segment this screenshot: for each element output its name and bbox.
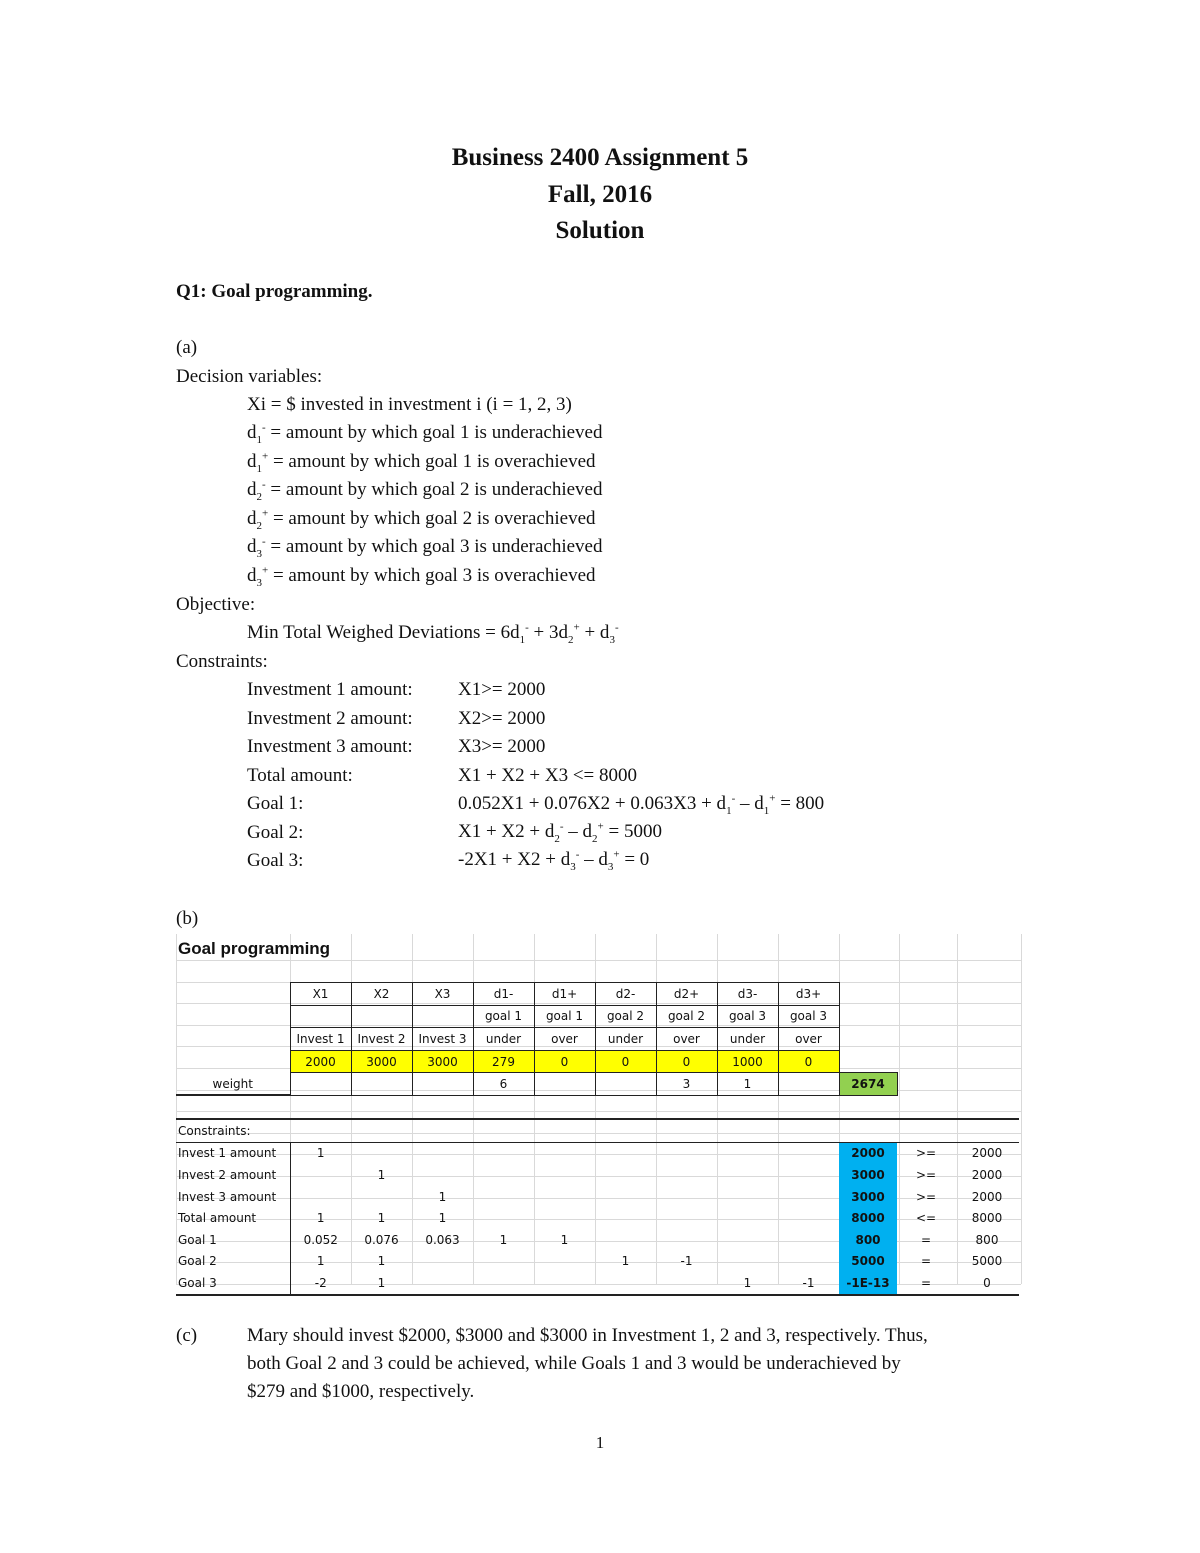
answer-line-3: $279 and $1000, respectively. [247,1381,475,1402]
constraints-label: Constraints: [176,651,268,672]
constraint-row-label: Total amount [176,1207,290,1229]
constraint-name: Investment 2 amount: [247,707,413,729]
variable-name-cell: X1 [290,983,351,1006]
weight-label: weight [176,1073,290,1096]
variable-desc-cell: goal 2 [595,1005,656,1028]
sheet-empty-cell [897,1119,955,1142]
constraint-sign-cell: <= [915,1211,937,1226]
sheet-empty-cell [839,1119,897,1142]
sheet-empty-cell [176,1095,290,1119]
constraint-sign-cell: = [897,1272,955,1295]
constraint-row-label: Invest 3 amount [176,1186,290,1208]
constraint-expression: X1 + X2 + X3 <= 8000 [458,764,638,786]
coefficient-cell [656,1142,717,1164]
question-heading: Q1: Goal programming. [176,281,373,302]
variable-desc-cell: Invest 3 [412,1028,473,1051]
deviation-definition: $d_1^-$ = amount by which goal 1 is underachieved [247,421,603,446]
part-b-label: (b) [176,908,199,929]
deviation-definition: $d_1^+$ = amount by which goal 1 is overachieved [247,450,596,475]
constraint-row-label: Invest 2 amount [176,1164,290,1186]
constraint-sign-cell: >= [915,1168,937,1183]
coefficient-cell [351,1142,412,1164]
constraint-row-label: Goal 3 [176,1272,290,1295]
coefficient-cell: 0.052 [290,1229,351,1251]
variable-desc-cell: goal 3 [717,1005,778,1028]
constraint-name: Goal 1: [247,793,304,814]
variable-name-cell: d2+ [656,983,717,1006]
sheet-empty-cell [351,1095,412,1119]
variable-desc-cell: goal 3 [778,1005,839,1028]
sheet-empty-cell [176,1028,290,1051]
coefficient-cell [778,1207,839,1229]
sheet-empty-cell [412,1119,473,1142]
coefficient-cell [534,1142,595,1164]
sheet-empty-cell [656,1095,717,1119]
variable-name-cell: d2- [595,983,656,1006]
sheet-title: Goal programming [178,939,331,958]
answer-line-1: Mary should invest $2000, $3000 and $3000 in Investment 1, 2 and 3, respectively. Thus, [247,1325,928,1346]
variable-desc-cell [290,1005,351,1028]
weight-cell [534,1073,595,1096]
constraint-sign-cell: >= [915,1189,937,1204]
coefficient-cell [412,1164,473,1186]
lhs-value-cell: 3000 [839,1164,897,1186]
part-a-label: (a) [176,337,198,358]
xi-definition: Xi = $ invested in investment i (i = 1, 2, 3) [247,394,572,415]
coefficient-cell [717,1164,778,1186]
constraints-label: Constraints: [176,1119,290,1142]
sheet-empty-cell [176,1005,290,1028]
weight-cell [351,1073,412,1096]
coefficient-cell [778,1186,839,1208]
lhs-value-cell: 5000 [839,1251,897,1273]
coefficient-cell: 1 [377,1168,386,1183]
sheet-empty-cell [656,1119,717,1142]
constraint-name: Goal 2: [247,821,304,843]
page-number: 1 [595,1433,605,1452]
variable-desc-cell [412,1005,473,1028]
coefficient-cell [412,1272,473,1295]
sheet-empty-cell [839,1095,897,1119]
coefficient-cell [717,1207,778,1229]
sheet-empty-cell [839,983,897,1006]
constraint-expression: X1>= 2000 [458,679,546,700]
sheet-empty-cell [897,983,955,1006]
coefficient-cell [656,1207,717,1229]
sheet-empty-cell [955,1050,1019,1073]
coefficient-cell: 1 [290,1207,351,1229]
constraint-row-label: Invest 1 amount [176,1142,290,1164]
solution-value-cell: 3000 [412,1050,473,1073]
rhs-value-cell: 800 [975,1232,999,1247]
constraint-sign-cell: = [920,1254,932,1269]
constraint-name: Total amount: [247,764,353,786]
variable-desc-cell: over [656,1028,717,1051]
rhs-value-cell: 8000 [971,1211,1003,1226]
goal2-expression: $X1 + X2 + d_2^- - d_2^+ = 5000$ [458,820,662,845]
document-subtitle: Solution [555,217,645,244]
coefficient-cell [473,1251,534,1273]
coefficient-cell [656,1164,717,1186]
deviation-definition: $d_2^+$ = amount by which goal 2 is overachieved [247,507,596,532]
variable-desc-cell: under [473,1028,534,1051]
coefficient-cell [534,1207,595,1229]
goal1-expr-part: = 800 [775,793,825,814]
document-title: Business 2400 Assignment 5 [451,144,749,171]
variable-desc-cell: over [778,1028,839,1051]
variable-name-cell: d1+ [534,983,595,1006]
decision-variables-label: Decision variables: [176,366,323,387]
variable-desc-cell: goal 1 [534,1005,595,1028]
coefficient-cell [778,1164,839,1186]
constraint-row-label: Goal 2 [176,1251,290,1273]
solution-value-cell: 0 [534,1050,595,1073]
coefficient-cell: 1 [377,1211,386,1226]
solution-value-cell: 0 [656,1050,717,1073]
objective-label: Objective: [176,594,256,615]
sheet-empty-cell [955,1119,1019,1142]
coefficient-cell [656,1272,717,1295]
variable-desc-cell: over [534,1028,595,1051]
sheet-empty-cell [595,1095,656,1119]
coefficient-cell: 1 [438,1211,447,1226]
variable-desc-cell: under [717,1028,778,1051]
rhs-value-cell: 0 [955,1272,1019,1295]
goal2-expr-part: – d [563,821,593,842]
goal3-expression: $-2X1 + X2 + d_3^- - d_3^+ = 0$ [458,848,650,873]
coefficient-cell [595,1186,656,1208]
sheet-empty-cell [839,1028,897,1051]
sheet-empty-cell [290,1119,351,1142]
sheet-empty-cell [955,1073,1019,1096]
sheet-empty-cell [473,1095,534,1119]
coefficient-cell [473,1142,534,1164]
goal2-expr-part: X1 + X2 + d [458,821,555,842]
objective-text: Min Total Weighed Deviations = 6d [247,622,520,643]
coefficient-cell [290,1186,351,1208]
variable-name-cell: X3 [412,983,473,1006]
coefficient-cell: 0.076 [364,1232,399,1247]
sheet-empty-cell [176,1050,290,1073]
coefficient-cell: -1 [778,1272,839,1295]
coefficient-cell: 0.063 [425,1232,460,1247]
variable-desc-cell: goal 2 [656,1005,717,1028]
goal3-expr-part: = 0 [619,849,650,870]
document-term: Fall, 2016 [547,181,653,208]
variable-desc-cell: goal 1 [473,1005,534,1028]
goal3-expr-part: – d [579,849,608,870]
goal3-expr-part: -2X1 + X2 + d [458,849,571,870]
coefficient-cell: 1 [438,1189,447,1204]
coefficient-cell [473,1164,534,1186]
variable-desc-cell: Invest 1 [290,1028,351,1051]
sheet-empty-cell [839,1050,897,1073]
constraint-name: Goal 3: [247,850,304,871]
lhs-value-cell: 2000 [839,1142,897,1164]
sheet-empty-cell [717,1119,778,1142]
constraint-name: Investment 1 amount: [247,679,413,700]
variable-name-cell: d3+ [778,983,839,1006]
coefficient-cell [595,1229,656,1251]
constraint-expression: X3>= 2000 [458,736,546,757]
part-c-label: (c) [176,1325,198,1346]
coefficient-cell: 1 [560,1232,569,1247]
objective-function: Min Total Weighed Deviations = $6d_1^- + 3d_2^+ + d_3^-$ [247,621,619,646]
weight-cell [595,1073,656,1096]
sheet-empty-cell [897,1050,955,1073]
rhs-value-cell: 2000 [971,1146,1003,1161]
constraint-name: Investment 3 amount: [247,736,413,757]
constraint-row-label: Goal 1 [176,1229,290,1251]
solution-value-cell: 0 [778,1050,839,1073]
constraint-sign-cell: = [920,1232,932,1247]
lhs-value-cell: 800 [839,1229,897,1251]
coefficient-cell [717,1251,778,1273]
sheet-empty-cell [412,1095,473,1119]
weight-cell: 1 [717,1073,778,1096]
variable-name-cell: X2 [351,983,412,1006]
lhs-value-cell: -1E-13 [839,1272,897,1295]
coefficient-cell [778,1251,839,1273]
sheet-empty-cell [534,1095,595,1119]
rhs-value-cell: 2000 [971,1168,1003,1183]
coefficient-cell [595,1142,656,1164]
goal-programming-spreadsheet [176,982,1019,1296]
constraint-sign-cell: >= [915,1146,937,1161]
sheet-empty-cell [778,1119,839,1142]
coefficient-cell [717,1142,778,1164]
coefficient-cell [534,1186,595,1208]
coefficient-cell: -2 [290,1272,351,1295]
sheet-empty-cell [176,983,290,1006]
coefficient-cell [595,1164,656,1186]
coefficient-cell [717,1186,778,1208]
sheet-empty-cell [955,983,1019,1006]
coefficient-cell [778,1229,839,1251]
coefficient-cell [473,1272,534,1295]
variable-name-cell: d1- [473,983,534,1006]
sheet-empty-cell [351,1119,412,1142]
sheet-empty-cell [778,1095,839,1119]
coefficient-cell [595,1207,656,1229]
coefficient-cell [351,1186,412,1208]
coefficient-cell [473,1186,534,1208]
deviation-definition: $d_2^-$ = amount by which goal 2 is underachieved [247,478,603,503]
variable-name-cell: d3- [717,983,778,1006]
lhs-value-cell: 3000 [839,1186,897,1208]
coefficient-cell [473,1207,534,1229]
rhs-value-cell: 5000 [971,1254,1003,1269]
weight-cell [290,1073,351,1096]
coefficient-cell [412,1251,473,1273]
coefficient-cell: 1 [717,1272,778,1295]
coefficient-cell: 1 [377,1254,386,1269]
sheet-empty-cell [595,1119,656,1142]
deviation-definition: $d_3^+$ = amount by which goal 3 is overachieved [247,564,596,589]
sheet-empty-cell [955,1095,1019,1119]
coefficient-cell: -1 [680,1254,693,1269]
variable-desc-cell: under [595,1028,656,1051]
solution-value-cell: 2000 [290,1050,351,1073]
deviation-definition: $d_3^-$ = amount by which goal 3 is underachieved [247,536,603,561]
weight-cell: 6 [473,1073,534,1096]
sheet-empty-cell [839,1005,897,1028]
coefficient-cell [290,1164,351,1186]
coefficient-cell [412,1142,473,1164]
weight-cell [778,1073,839,1096]
goal2-expr-part: = 5000 [603,821,662,842]
coefficient-cell [534,1164,595,1186]
rhs-value-cell: 2000 [971,1189,1003,1204]
variable-desc-cell: Invest 2 [351,1028,412,1051]
coefficient-cell [595,1272,656,1295]
solution-value-cell: 0 [595,1050,656,1073]
coefficient-cell [656,1229,717,1251]
goal1-expression: $0.052X1 + 0.076X2 + 0.063X3 + d_1^- - d_1^+ = 800$ [458,792,825,817]
sheet-empty-cell [290,1095,351,1119]
sheet-empty-cell [473,1119,534,1142]
coefficient-cell [778,1142,839,1164]
coefficient-cell: 1 [290,1142,351,1164]
sheet-empty-cell [897,1005,955,1028]
coefficient-cell [534,1251,595,1273]
sheet-empty-cell [897,1095,955,1119]
variable-desc-cell [351,1005,412,1028]
coefficient-cell [656,1186,717,1208]
coefficient-cell: 1 [351,1272,412,1295]
coefficient-cell: 1 [621,1254,630,1269]
lhs-value-cell: 8000 [839,1207,897,1229]
sheet-empty-cell [534,1119,595,1142]
coefficient-cell: 1 [290,1251,351,1273]
solution-value-cell: 3000 [351,1050,412,1073]
constraint-expression: X2>= 2000 [458,707,546,729]
sheet-empty-cell [955,1005,1019,1028]
sheet-empty-cell [897,1028,955,1051]
solution-value-cell: 279 [473,1050,534,1073]
coefficient-cell [534,1272,595,1295]
sheet-empty-cell [897,1073,955,1096]
goal1-expr-part: 0.052X1 + 0.076X2 + 0.063X3 + d [458,793,727,814]
solution-value-cell: 1000 [717,1050,778,1073]
coefficient-cell [717,1229,778,1251]
objective-value-cell: 2674 [839,1073,897,1096]
weight-cell: 3 [656,1073,717,1096]
goal1-expr-part: – d [735,793,764,814]
weight-cell [412,1073,473,1096]
sheet-empty-cell [955,1028,1019,1051]
coefficient-cell: 1 [499,1232,508,1247]
sheet-empty-cell [717,1095,778,1119]
answer-line-2: both Goal 2 and 3 could be achieved, while Goals 1 and 3 would be underachieved by [247,1353,901,1374]
